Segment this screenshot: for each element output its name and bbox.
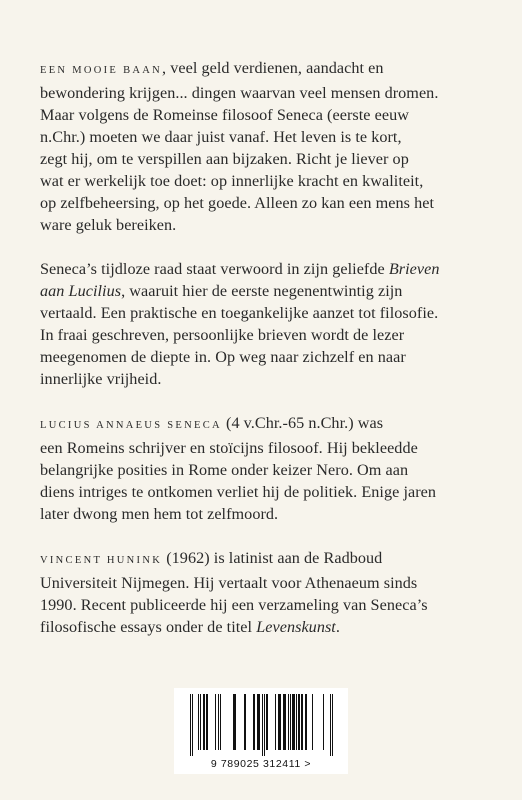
barcode-bar bbox=[278, 694, 281, 750]
barcode-bar bbox=[203, 694, 205, 750]
barcode-bar bbox=[312, 694, 313, 750]
barcode-bar bbox=[290, 694, 291, 750]
barcode-bar bbox=[264, 694, 265, 756]
barcode-bar bbox=[292, 694, 295, 750]
translator-bio-text-a: (1962) is latinist aan de Radboud Universiteit Nijmegen. Hij vertaalt voor Athenaeum sinds 1990. Recent publiceerde hij een verzameling van Seneca’s filosofische essays onder de titel bbox=[40, 549, 428, 636]
barcode-bar bbox=[323, 694, 324, 750]
blurb-text-2a: Seneca’s tijdloze raad staat verwoord in zijn geliefde bbox=[40, 260, 389, 278]
author-bio-text: (4 v.Chr.-65 n.Chr.) was een Romeins schrijver en stoïcijns filosoof. Hij bekleedde belangrijke posities in Rome onder keizer Nero. Om aan diens intriges te ontkomen verliet hij de politiek. Enige jaren later dwong men hem tot zelfmoord. bbox=[40, 414, 437, 523]
book-title-brieven: Brieven aan Lucilius bbox=[40, 260, 440, 300]
barcode-bar bbox=[288, 694, 289, 750]
blurb-paragraph-2 bbox=[40, 258, 490, 390]
barcode-bar bbox=[220, 694, 221, 750]
back-cover-text bbox=[40, 57, 490, 638]
barcode-bar bbox=[198, 694, 199, 750]
barcode-bar bbox=[262, 694, 263, 756]
blurb-text-2b: , waaruit hier de eerste negenentwintig zijn vertaald. Een praktische en toegankelijke aanzet tot filosofie. In fraai geschreven, persoonlijke brieven wordt de lezer meegenomen de diepte in. Op weg naar zichzelf en naar innerlijke vrijheid. bbox=[40, 282, 439, 388]
barcode-bar bbox=[298, 694, 300, 750]
translator-bio-text-b: . bbox=[335, 618, 340, 636]
isbn-number: 9 789025 312411 > bbox=[210, 758, 312, 770]
book-title-levenskunst: Levenskunst bbox=[256, 618, 336, 636]
blurb-text-1: , veel geld verdienen, aandacht en bewondering krijgen... dingen waarvan veel mensen dromen. Maar volgens de Romeinse filosoof Seneca (eerste eeuw n.Chr.) moeten we daar juist vanaf. Het leven is te kort, zegt hij, om te verspillen aan bijzaken. Richt je liever op wat er werkelijk toe doet: op innerlijke kracht en kwaliteit, op zelfbeheersing, op het goede. Alleen zo kan een mens het ware geluk bereiken. bbox=[40, 59, 439, 234]
barcode-bar bbox=[218, 694, 219, 750]
barcode-bar bbox=[275, 694, 276, 750]
blurb-paragraph-1 bbox=[40, 57, 490, 236]
author-name: LUCIUS ANNAEUS SENECA bbox=[40, 420, 222, 431]
barcode-bar bbox=[253, 694, 255, 750]
barcode-bar bbox=[330, 694, 331, 756]
barcode-bar bbox=[332, 694, 333, 756]
barcode-bar bbox=[200, 694, 201, 750]
barcode-bar bbox=[190, 694, 191, 756]
barcode-bar bbox=[192, 694, 193, 756]
translator-name: VINCENT HUNINK bbox=[40, 555, 163, 566]
author-bio-paragraph bbox=[40, 412, 490, 525]
opening-phrase: EEN MOOIE BAAN bbox=[40, 65, 163, 76]
isbn-barcode bbox=[174, 688, 348, 774]
barcode-bar bbox=[206, 694, 208, 750]
barcode-bars bbox=[186, 694, 336, 756]
barcode-bar bbox=[283, 694, 286, 750]
barcode-bar bbox=[244, 694, 246, 750]
barcode-bar bbox=[301, 694, 303, 750]
barcode-bar bbox=[215, 694, 216, 750]
barcode-bar bbox=[233, 694, 236, 750]
barcode-bar bbox=[266, 694, 268, 750]
barcode-bar bbox=[296, 694, 297, 750]
barcode-bar bbox=[257, 694, 260, 750]
barcode-bar bbox=[305, 694, 307, 750]
translator-bio-paragraph bbox=[40, 547, 490, 638]
